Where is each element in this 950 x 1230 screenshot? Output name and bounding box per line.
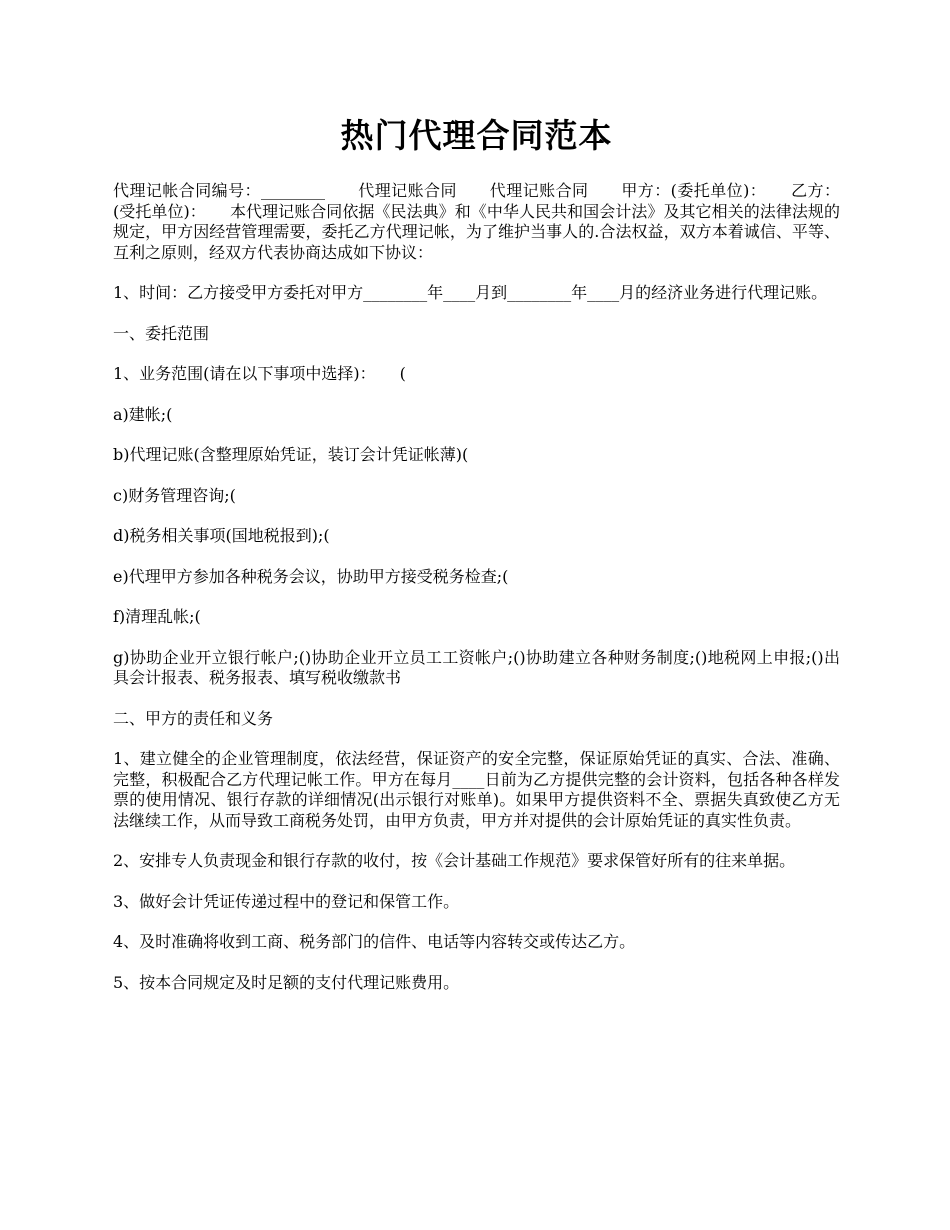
scope-item-b: b)代理记账(含整理原始凭证，装订会计凭证帐薄)( (113, 445, 469, 464)
party-a-duty-3: 3、做好会计凭证传递过程中的登记和保管工作。 (113, 891, 460, 911)
scope-item-a: a)建帐;( (113, 404, 173, 424)
scope-item-d: d)税务相关事项(国地税报到);( (113, 526, 330, 545)
intro-paragraph: 代理记帐合同编号：________ 代理记账合同 代理记账合同 甲方：(委托单位)： 乙方：(受托单位)： 本代理记账合同依据《民法典》和《中华人民共和国会计法》及其它相关的法律法规的规定，甲方因经营管理需要，委托乙方代理记帐，为了维护当事人的.合法权益，双方本着诚信、平等、互利之原则，经双方代表协商达成如下协议： (113, 181, 840, 262)
business-scope-paragraph: 1、业务范围(请在以下事项中选择)： ( (113, 364, 406, 383)
section-heading-scope: 一、委托范围 (113, 323, 210, 343)
document-page (113, 112, 840, 1013)
party-a-duty-5: 5、按本合同规定及时足额的支付代理记账费用。 (113, 972, 460, 992)
scope-item-e: e)代理甲方参加各种税务会议，协助甲方接受税务检查;( (113, 566, 509, 586)
scope-item-f: f)清理乱帐;( (113, 607, 201, 626)
party-a-duty-4: 4、及时准确将收到工商、税务部门的信件、电话等内容转交或传达乙方。 (113, 932, 636, 951)
party-a-duty-1: 1、建立健全的企业管理制度，依法经营，保证资产的安全完整，保证原始凭证的真实、合法、准确、完整，积极配合乙方代理记帐工作。甲方在每月____日前为乙方提供完整的会计资料，包括各种各样发票的使用情况、银行存款的详细情况(出示银行对账单)。如果甲方提供资料不全、票据失真致使乙方无法继续工作，从而导致工商税务处罚，由甲方负责，甲方并对提供的会计原始凭证的真实性负责。 (113, 749, 840, 830)
document-title: 热门代理合同范本 (340, 116, 613, 155)
scope-item-g: g)协助企业开立银行帐户;()协助企业开立员工工资帐户;()协助建立各种财务制度;()地税网上申报;()出具会计报表、税务报表、填写税收缴款书 (113, 647, 840, 687)
party-a-duty-2: 2、安排专人负责现金和银行存款的收付，按《会计基础工作规范》要求保管好所有的往来单据。 (113, 851, 796, 870)
scope-item-c: c)财务管理咨询;( (113, 485, 236, 505)
term-paragraph: 1、时间：乙方接受甲方委托对甲方________年____月到________年____月的经济业务进行代理记账。 (113, 283, 828, 302)
section-heading-party-a: 二、甲方的责任和义务 (113, 708, 274, 728)
